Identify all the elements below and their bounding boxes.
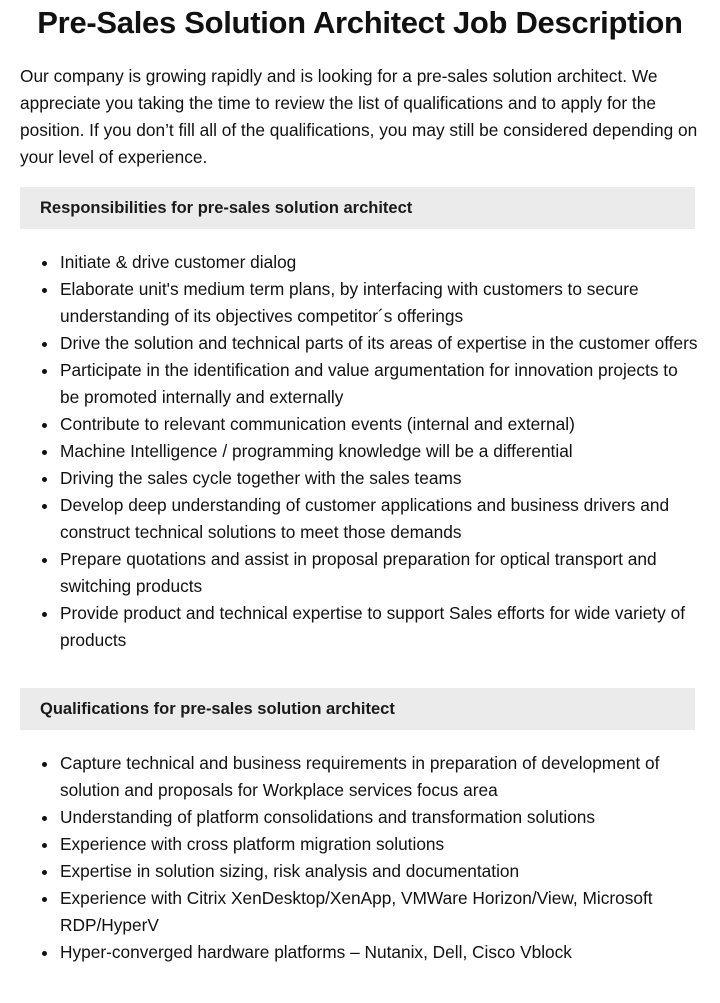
list-item: Capture technical and business requirements in preparation of development of solution and proposals for Workplace services focus area [60, 750, 700, 804]
list-item: Machine Intelligence / programming knowledge will be a differential [60, 438, 700, 465]
list-item: Driving the sales cycle together with the sales teams [60, 465, 700, 492]
responsibilities-list [20, 249, 700, 654]
list-item: Initiate & drive customer dialog [60, 249, 700, 276]
list-item: Provide product and technical expertise to support Sales efforts for wide variety of products [60, 600, 700, 654]
responsibilities-heading: Responsibilities for pre-sales solution architect [20, 187, 695, 229]
list-item: Understanding of platform consolidations and transformation solutions [60, 804, 700, 831]
list-item: Participate in the identification and value argumentation for innovation projects to be promoted internally and externally [60, 357, 700, 411]
list-item: Experience with cross platform migration solutions [60, 831, 700, 858]
list-item: Experience with Citrix XenDesktop/XenApp, VMWare Horizon/View, Microsoft RDP/HyperV [60, 885, 700, 939]
list-item: Develop deep understanding of customer applications and business drivers and construct technical solutions to meet those demands [60, 492, 700, 546]
list-item: Hyper-converged hardware platforms – Nutanix, Dell, Cisco Vblock [60, 939, 700, 966]
list-item: Expertise in solution sizing, risk analysis and documentation [60, 858, 700, 885]
intro-paragraph: Our company is growing rapidly and is looking for a pre-sales solution architect. We appreciate you taking the time to review the list of qualifications and to apply for the position. If you don’t fill all of the qualifications, you may still be considered depending on your level of experience. [20, 66, 698, 167]
list-item: Contribute to relevant communication events (internal and external) [60, 411, 700, 438]
list-item: Drive the solution and technical parts of its areas of expertise in the customer offers [60, 330, 700, 357]
list-item: Elaborate unit's medium term plans, by interfacing with customers to secure understanding of its objectives competitor´s offerings [60, 276, 700, 330]
qualifications-heading: Qualifications for pre-sales solution architect [20, 688, 695, 730]
qualifications-list [20, 750, 700, 966]
list-item: Prepare quotations and assist in proposal preparation for optical transport and switching products [60, 546, 700, 600]
page-title: Pre-Sales Solution Architect Job Description [37, 5, 683, 40]
